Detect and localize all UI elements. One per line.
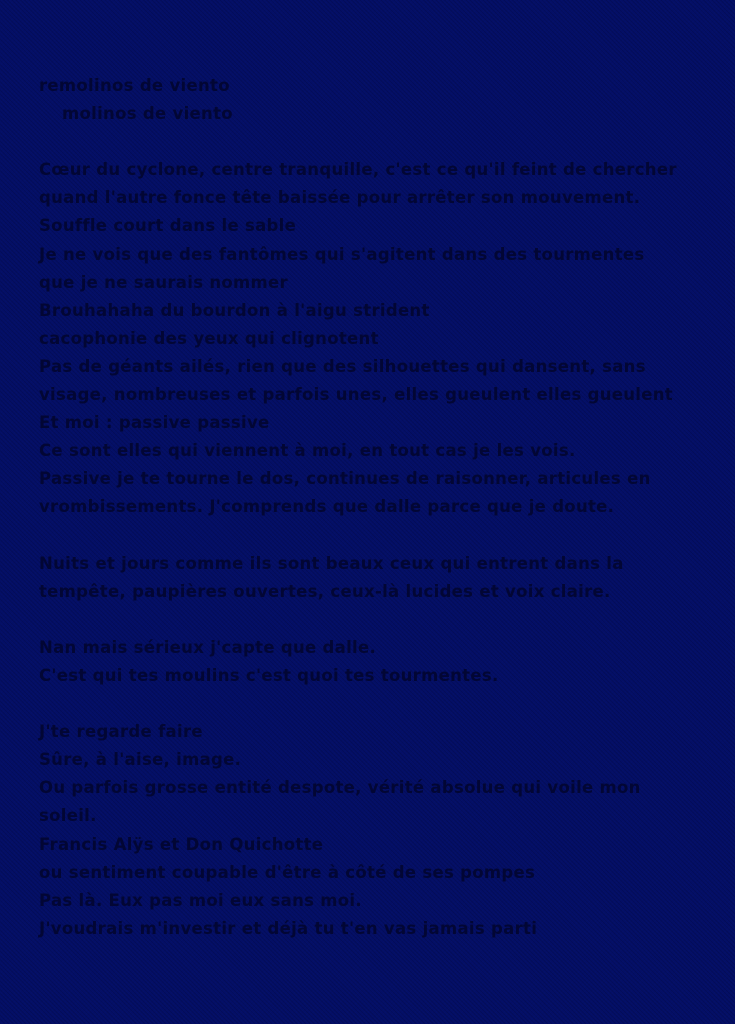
poem-line: Passive je te tourne le dos, continues de raisonner, articules en [39, 469, 651, 489]
poem-line: que je ne saurais nommer [39, 272, 288, 292]
poem-line: J'te regarde faire [39, 722, 203, 742]
poem-line: Francis Alÿs et Don Quichotte [39, 834, 324, 854]
stanza-break [39, 606, 709, 634]
poem-line: Sûre, à l'aise, image. [39, 750, 242, 770]
poem-line: J'voudrais m'investir et déjà tu t'en vas jamais parti [39, 918, 538, 938]
poem-line: visage, nombreuses et parfois unes, elles gueulent elles gueulent [39, 385, 673, 405]
poem-line: Je ne vois que des fantômes qui s'agitent dans des tourmentes [39, 244, 645, 264]
poem-text [39, 72, 709, 943]
poem-line: Et moi : passive passive [39, 413, 270, 433]
poem-line: ou sentiment coupable d'être à côté de ses pompes [39, 862, 536, 882]
stanza-break [39, 690, 709, 718]
poem-line: soleil. [39, 806, 97, 826]
poem-line: Ou parfois grosse entité despote, vérité absolue qui voile mon [39, 778, 641, 798]
poem-line: Cœur du cyclone, centre tranquille, c'est ce qu'il feint de chercher [39, 160, 677, 180]
poem-line: Brouhahaha du bourdon à l'aigu strident [39, 300, 430, 320]
poem-line: remolinos de viento [39, 76, 230, 95]
poem-line: Souffle court dans le sable [39, 216, 297, 236]
poem-line: Pas de géants ailés, rien que des silhouettes qui dansent, sans [39, 356, 646, 376]
poem-line: C'est qui tes moulins c'est quoi tes tourmentes. [39, 665, 499, 685]
poem-line: Nuits et jours comme ils sont beaux ceux qui entrent dans la [39, 553, 624, 573]
poem-line: Pas là. Eux pas moi eux sans moi. [39, 890, 362, 910]
poem-line: Nan mais sérieux j'capte que dalle. [39, 637, 377, 657]
poem-line: molinos de viento [62, 104, 233, 124]
stanza-break [39, 128, 709, 156]
poem-line: vrombissements. J'comprends que dalle parce que je doute. [39, 497, 615, 517]
poem-line: Ce sont elles qui viennent à moi, en tout cas je les vois. [39, 441, 576, 461]
poem-line: quand l'autre fonce tête baissée pour arrêter son mouvement. [39, 188, 641, 208]
poem-line: tempête, paupières ouvertes, ceux-là lucides et voix claire. [39, 581, 611, 601]
poem-line: cacophonie des yeux qui clignotent [39, 328, 379, 348]
stanza-break [39, 522, 709, 550]
